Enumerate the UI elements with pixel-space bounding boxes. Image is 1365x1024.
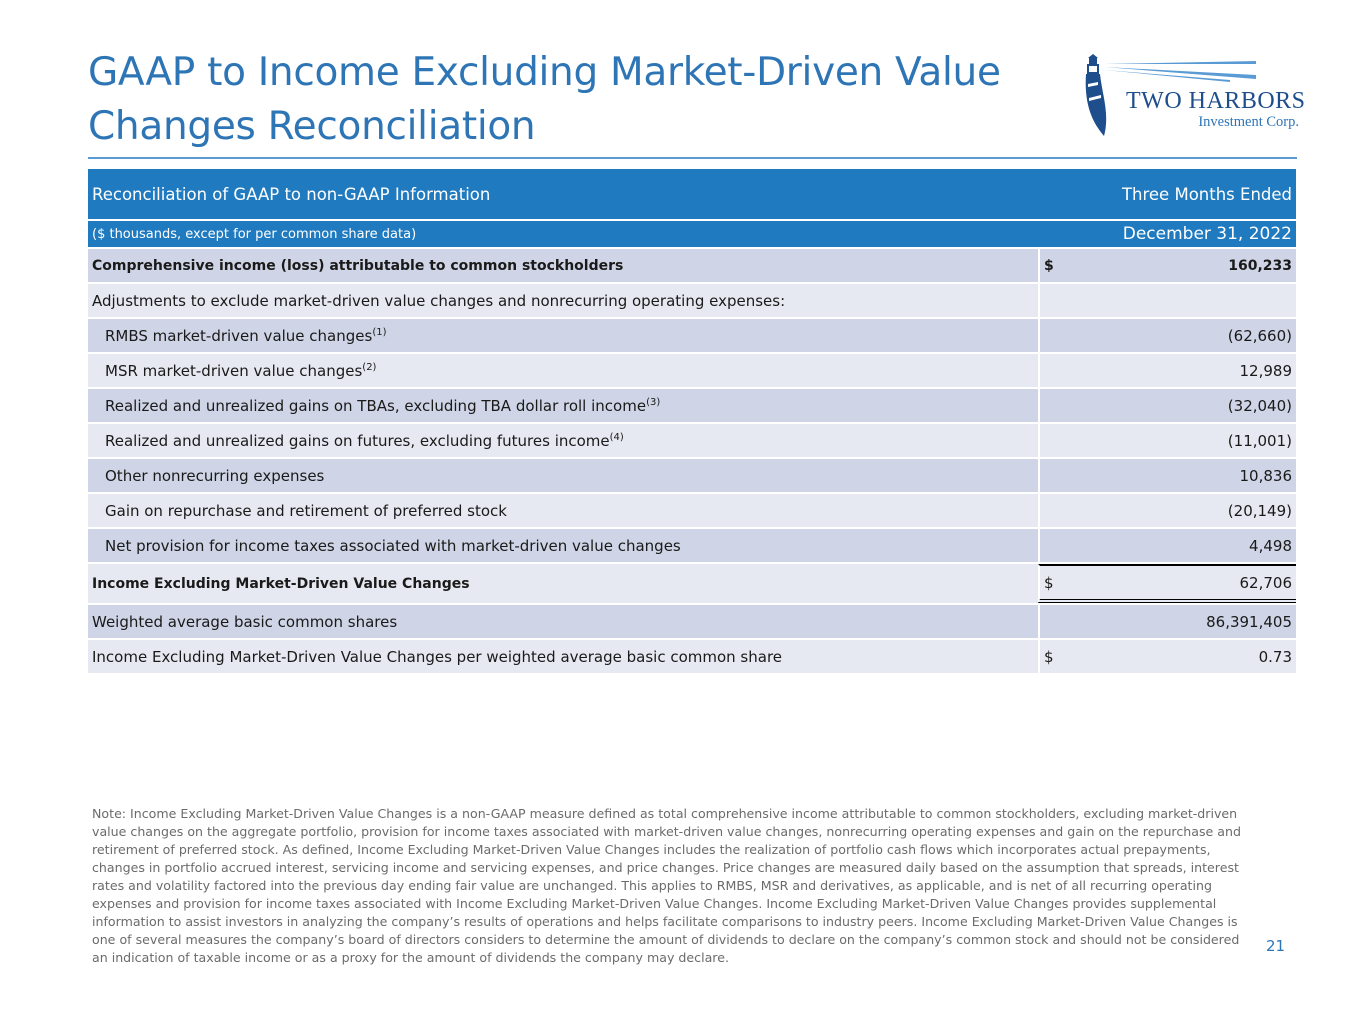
row-value: 62,706 bbox=[1054, 564, 1296, 603]
table-header-period: Three Months Ended bbox=[1054, 169, 1296, 219]
table-row bbox=[88, 459, 1296, 492]
row-value: 86,391,405 bbox=[1054, 605, 1296, 638]
company-logo bbox=[1080, 54, 1306, 138]
row-value: (20,149) bbox=[1054, 494, 1296, 527]
table-header-row bbox=[88, 169, 1296, 219]
row-value: 12,989 bbox=[1054, 354, 1296, 387]
row-label: Comprehensive income (loss) attributable to common stockholders bbox=[88, 249, 1038, 282]
table-row bbox=[88, 529, 1296, 562]
table-row bbox=[88, 284, 1296, 317]
row-value: (62,660) bbox=[1054, 319, 1296, 352]
logo-name: TWO HARBORS bbox=[1126, 88, 1306, 114]
row-label: Income Excluding Market-Driven Value Changes bbox=[88, 564, 1038, 603]
table-row bbox=[88, 354, 1296, 387]
page-title: GAAP to Income Excluding Market-Driven Value Changes Reconciliation bbox=[88, 50, 1001, 149]
row-currency: $ bbox=[1038, 640, 1054, 673]
row-currency: $ bbox=[1038, 564, 1054, 603]
row-label: Realized and unrealized gains on futures, excluding futures income$^{(4)}$ bbox=[88, 424, 1038, 457]
table-row bbox=[88, 605, 1296, 638]
row-label: Realized and unrealized gains on TBAs, excluding TBA dollar roll income$^{(3)}$ bbox=[88, 389, 1038, 422]
row-value: 0.73 bbox=[1054, 640, 1296, 673]
row-value: 160,233 bbox=[1054, 249, 1296, 282]
row-label: MSR market-driven value changes$^{(2)}$ bbox=[88, 354, 1038, 387]
row-value: 10,836 bbox=[1054, 459, 1296, 492]
row-value: (11,001) bbox=[1054, 424, 1296, 457]
row-label: Weighted average basic common shares bbox=[88, 605, 1038, 638]
row-label: RMBS market-driven value changes$^{(1)}$ bbox=[88, 319, 1038, 352]
table-row bbox=[88, 249, 1296, 282]
row-value: 4,498 bbox=[1054, 529, 1296, 562]
table-header-date: December 31, 2022 bbox=[1054, 221, 1296, 247]
table-header-title: Reconciliation of GAAP to non-GAAP Information bbox=[88, 169, 1038, 219]
footnote-ref: (2) bbox=[362, 361, 377, 373]
table-header-units: ($ thousands, except for per common share data) bbox=[88, 221, 1038, 247]
title-divider bbox=[88, 157, 1297, 159]
page-number: 21 bbox=[1266, 937, 1286, 955]
table-row bbox=[88, 424, 1296, 457]
row-value: (32,040) bbox=[1054, 389, 1296, 422]
table-subheader-row bbox=[88, 221, 1296, 247]
reconciliation-table bbox=[88, 167, 1296, 675]
table-row bbox=[88, 319, 1296, 352]
footnote-ref: (3) bbox=[646, 396, 661, 408]
row-label: Net provision for income taxes associated with market-driven value changes bbox=[88, 529, 1038, 562]
row-label: Income Excluding Market-Driven Value Changes per weighted average basic common share bbox=[88, 640, 1038, 673]
row-label: Adjustments to exclude market-driven value changes and nonrecurring operating expenses: bbox=[88, 284, 1038, 317]
logo-subtitle: Investment Corp. bbox=[1198, 114, 1299, 130]
footnote-ref: (1) bbox=[372, 326, 387, 338]
footnote-ref: (4) bbox=[609, 431, 624, 443]
table-row bbox=[88, 494, 1296, 527]
row-label: Other nonrecurring expenses bbox=[88, 459, 1038, 492]
table-row bbox=[88, 389, 1296, 422]
row-label: Gain on repurchase and retirement of preferred stock bbox=[88, 494, 1038, 527]
table-row-total bbox=[88, 564, 1296, 603]
footnote-text: Note: Income Excluding Market-Driven Value Changes is a non-GAAP measure defined as total comprehensive income attributable to common stockholders, excluding market-driven value changes on the aggregate portfolio, provision for income taxes associated with market-driven value changes, nonrecurring operating expenses and gain on the repurchase and retirement of preferred stock. As defined, Income Excluding Market-Driven Value Changes includes the realization of portfolio cash flows which incorporates actual prepayments, changes in portfolio accrued interest, servicing income and servicing expenses, and price changes. Price changes are measured daily based on the assumption that spreads, interest rates and volatility factored into the previous day ending fair value are unchanged. This applies to RMBS, MSR and derivatives, as applicable, and is net of all recurring operating expenses and provision for income taxes associated with Income Excluding Market-Driven Value Changes. Income Excluding Market-Driven Value Changes provides supplemental information to assist investors in analyzing the company’s results of operations and helps facilitate comparisons to industry peers. Income Excluding Market-Driven Value Changes is one of several measures the company’s board of directors considers to determine the amount of dividends to declare on the company’s common stock and should not be considered an indication of taxable income or as a proxy for the amount of dividends the company may declare. bbox=[92, 806, 1241, 965]
row-currency: $ bbox=[1038, 249, 1054, 282]
table-row bbox=[88, 640, 1296, 673]
